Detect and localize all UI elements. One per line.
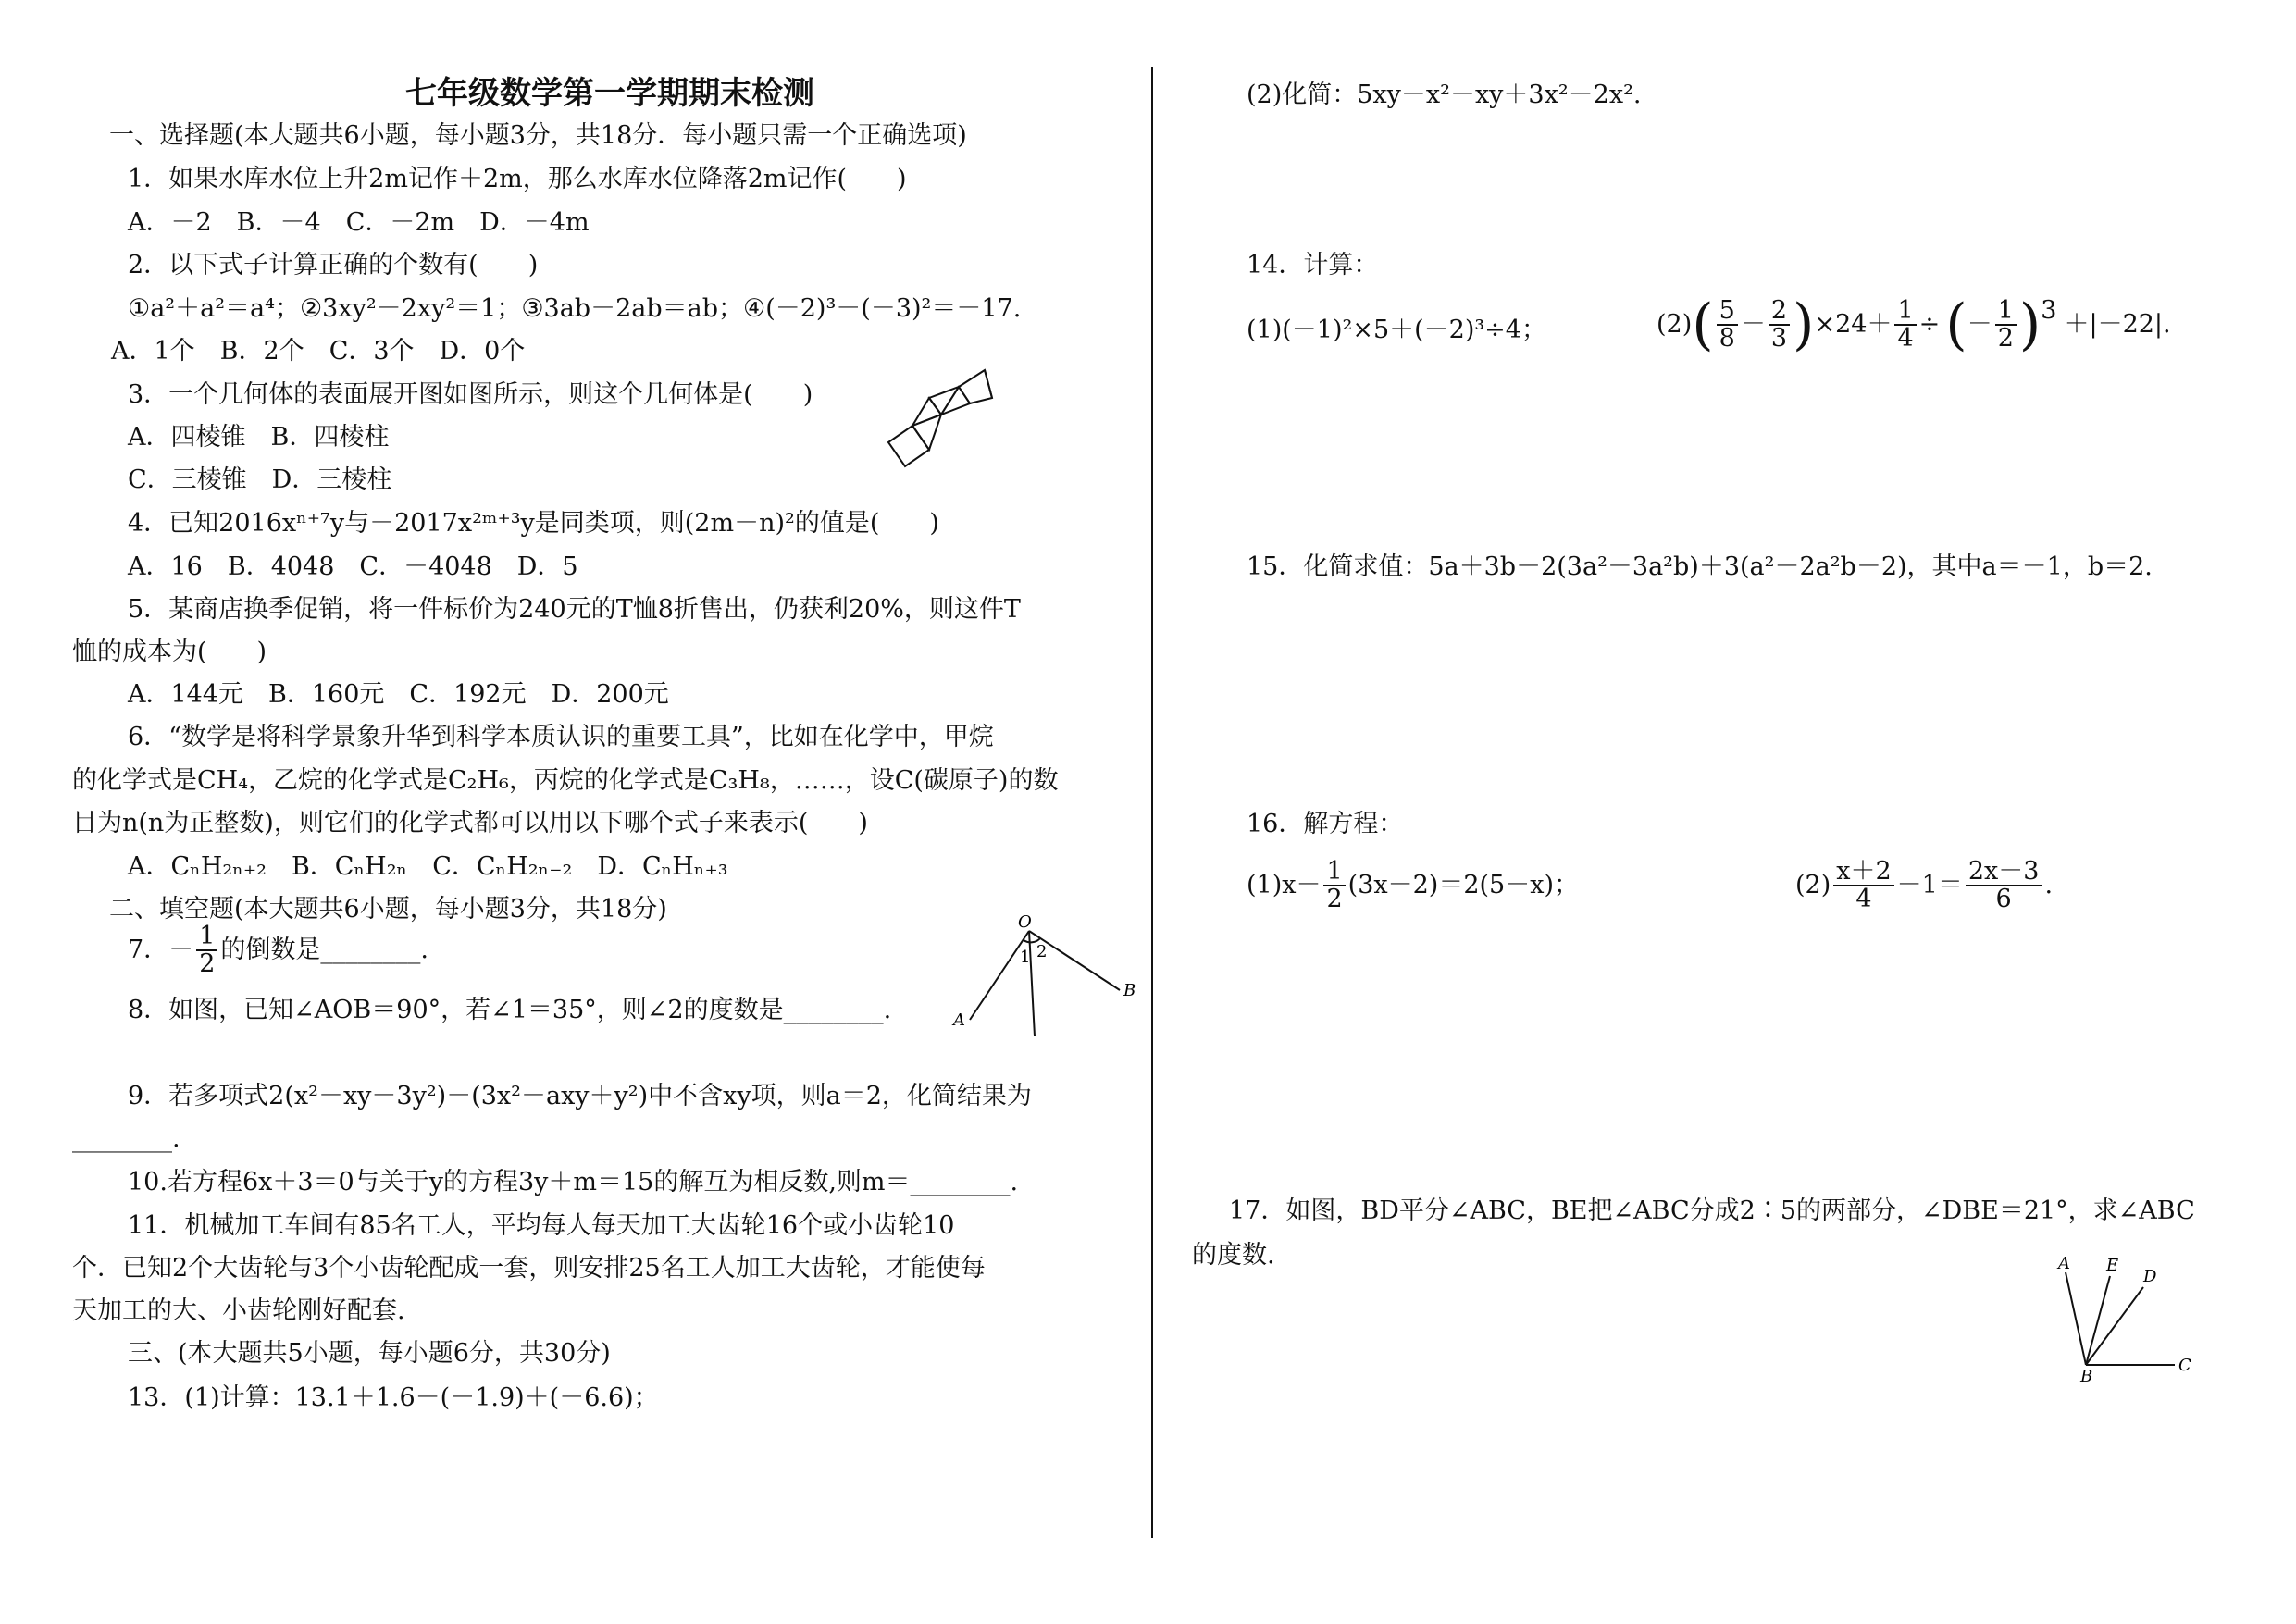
question-8-label-1: 1 [1020, 948, 1031, 967]
question-16-part1-suffix: (3x－2)＝2(5－x)； [1347, 871, 1579, 899]
fraction-numerator: 2x－3 [1966, 859, 2042, 886]
question-3-stem: 3．一个几何体的表面展开图如图所示，则这个几何体是( ) [128, 380, 813, 409]
question-7-prefix: 7．－ [128, 936, 194, 964]
question-16-fraction-1-2 [1323, 859, 1345, 912]
fraction-denominator: 8 [1719, 324, 1735, 353]
question-10: 10.若方程6x＋3＝0与关于y的方程3y＋m＝15的解互为相反数,则m＝________. [128, 1168, 1019, 1196]
question-16-part1-prefix: (1)x－ [1247, 871, 1322, 899]
question-14-stem: 14．计算： [1247, 251, 1379, 279]
left-paren-2: ( [1945, 292, 1967, 357]
question-3-options-line1: A．四棱锥 B．四棱柱 [128, 423, 390, 452]
question-13-part1: 13．(1)计算：13.1＋1.6－(－1.9)＋(－6.6)； [128, 1383, 659, 1412]
question-6-stem-line1: 6．“数学是将科学景象升华到科学本质认识的重要工具”，比如在化学中，甲烷 [128, 723, 994, 751]
question-16-part1 [1247, 859, 1579, 912]
question-5-stem-line1: 5．某商店换季促销，将一件标价为240元的T恤8折售出，仍获利20%，则这件T [128, 595, 1021, 624]
question-16-part2-prefix: (2) [1795, 871, 1831, 899]
question-17-label-c: C [2178, 1356, 2191, 1375]
fraction-numerator: x＋2 [1833, 859, 1893, 886]
page-title: 七年级数学第一学期期末检测 [405, 75, 814, 112]
fraction-denominator: 6 [1995, 885, 2012, 913]
question-17-label-b: B [2080, 1367, 2093, 1386]
question-7-denominator: 2 [199, 949, 216, 978]
question-7-numerator: 1 [196, 924, 217, 951]
question-16-stem: 16．解方程： [1247, 810, 1404, 838]
question-8-label-b: B [1123, 981, 1136, 1000]
exponent: 3 [2041, 296, 2057, 325]
question-4-stem: 4．已知2016xⁿ⁺⁷y与－2017x²ᵐ⁺³y是同类项，则(2m－n)²的值是( ) [128, 509, 939, 538]
fraction-denominator: 4 [1855, 885, 1872, 913]
question-17-label-e: E [2106, 1256, 2119, 1275]
division-sign: ÷ [1918, 310, 1941, 339]
question-6-stem-line2: 的化学式是CH₄，乙烷的化学式是C₂H₆，丙烷的化学式是C₃H₈，……，设C(碳原子)的数 [72, 766, 1059, 795]
question-2-items: ①a²＋a²＝a⁴；②3xy²－2xy²＝1；③3ab－2ab＝ab；④(－2)³－(－3)²＝－17. [128, 294, 1022, 323]
fraction-numerator: 1 [1323, 859, 1345, 886]
section-heading-calc: 三、(本大题共5小题，每小题6分，共30分) [128, 1339, 611, 1368]
question-8-label-a: A [953, 1010, 965, 1030]
question-14-tail: ＋|－22|. [2064, 310, 2171, 339]
question-17-label-d: D [2143, 1267, 2157, 1286]
question-15: 15．化简求值：5a＋3b－2(3a²－3a²b)＋3(a²－2a²b－2)，其中a＝－1，b＝2. [1247, 552, 2153, 581]
question-9-line1: 9．若多项式2(x²－xy－3y²)－(3x²－axy＋y²)中不含xy项，则a＝2，化简结果为 [128, 1082, 1032, 1110]
fraction-numerator: 1 [1995, 298, 2017, 326]
fraction-denominator: 2 [1997, 324, 2014, 353]
question-14-part2 [1657, 292, 2171, 357]
question-6-stem-line3: 目为n(n为正整数)，则它们的化学式都可以用以下哪个式子来表示( ) [72, 809, 868, 837]
question-11-line2: 个．已知2个大齿轮与3个小齿轮配成一套，则安排25名工人加工大齿轮，才能使每 [72, 1254, 986, 1283]
question-17-line1: 17．如图，BD平分∠ABC，BE把∠ABC分成2∶5的两部分，∠DBE＝21°，求∠ABC [1229, 1196, 2195, 1225]
question-16-part2-mid: －1＝ [1896, 871, 1963, 899]
question-17-label-a: A [2058, 1254, 2070, 1273]
question-5-options: A．144元 B．160元 C．192元 D．200元 [128, 680, 669, 709]
minus-sign: － [1740, 310, 1766, 339]
question-14-fraction-1-2 [1995, 298, 2017, 352]
section-heading-choice: 一、选择题(本大题共6小题，每小题3分，共18分．每小题只需一个正确选项) [109, 121, 967, 150]
question-11-line3: 天加工的大、小齿轮刚好配套. [72, 1296, 405, 1325]
question-3-options-line2: C．三棱锥 D．三棱柱 [128, 465, 392, 494]
column-divider [1151, 67, 1153, 1538]
question-16-fraction-x-plus-2 [1833, 859, 1893, 912]
question-8: 8．如图，已知∠AOB＝90°，若∠1＝35°，则∠2的度数是________. [128, 996, 892, 1024]
section-heading-fill: 二、填空题(本大题共6小题，每小题3分，共18分) [109, 895, 667, 924]
question-11-line1: 11．机械加工车间有85名工人，平均每人每天加工大齿轮16个或小齿轮10 [128, 1211, 955, 1240]
question-2-options: A．1个 B．2个 C．3个 D．0个 [111, 337, 526, 366]
question-5-stem-line2: 恤的成本为( ) [72, 638, 267, 666]
question-9-line2: ________. [72, 1124, 180, 1153]
fraction-numerator: 2 [1769, 298, 1790, 326]
question-1-options: A．－2 B．－4 C．－2m D．－4m [128, 208, 590, 237]
question-1-stem: 1．如果水库水位上升2m记作＋2m，那么水库水位降落2m记作( ) [128, 165, 907, 193]
question-14-part1: (1)(－1)²×5＋(－2)³÷4； [1247, 316, 1546, 344]
question-7-fraction [196, 924, 217, 977]
question-4-options: A．16 B．4048 C．－4048 D．5 [128, 552, 578, 581]
question-2-stem: 2．以下式子计算正确的个数有( ) [128, 251, 539, 279]
question-13-part2: (2)化简：5xy－x²－xy＋3x²－2x². [1247, 81, 1642, 109]
fraction-denominator: 3 [1770, 324, 1788, 353]
right-paren-1: ) [1793, 292, 1815, 357]
question-8-angle-figure [944, 912, 1148, 1046]
question-17-angle-figure [2045, 1254, 2203, 1386]
question-8-label-o: O [1018, 912, 1032, 932]
question-6-options: A．CₙH₂ₙ₊₂ B．CₙH₂ₙ C．CₙH₂ₙ₋₂ D．CₙHₙ₊₃ [128, 852, 728, 881]
question-16-part2-suffix: . [2044, 871, 2054, 899]
question-14-mid: ×24＋ [1814, 310, 1893, 339]
question-16-part2 [1795, 859, 2053, 912]
left-paren-1: ( [1692, 292, 1714, 357]
question-14-fraction-2-3 [1769, 298, 1790, 352]
question-14-fraction-1-4 [1894, 298, 1916, 352]
question-3-net-figure [888, 361, 1009, 481]
question-7 [128, 924, 428, 977]
question-17-line2: 的度数. [1192, 1241, 1275, 1270]
negative-sign: － [1967, 310, 1992, 339]
question-14-part2-prefix: (2) [1657, 310, 1693, 339]
question-16-fraction-2x-minus-3 [1966, 859, 2042, 912]
fraction-numerator: 5 [1717, 298, 1738, 326]
fraction-denominator: 2 [1326, 885, 1343, 913]
fraction-denominator: 4 [1897, 324, 1914, 353]
fraction-numerator: 1 [1894, 298, 1916, 326]
question-8-label-2: 2 [1036, 942, 1048, 961]
question-7-suffix: 的倒数是________. [220, 936, 428, 964]
right-paren-2: ) [2018, 292, 2042, 357]
question-14-fraction-5-8 [1717, 298, 1738, 352]
